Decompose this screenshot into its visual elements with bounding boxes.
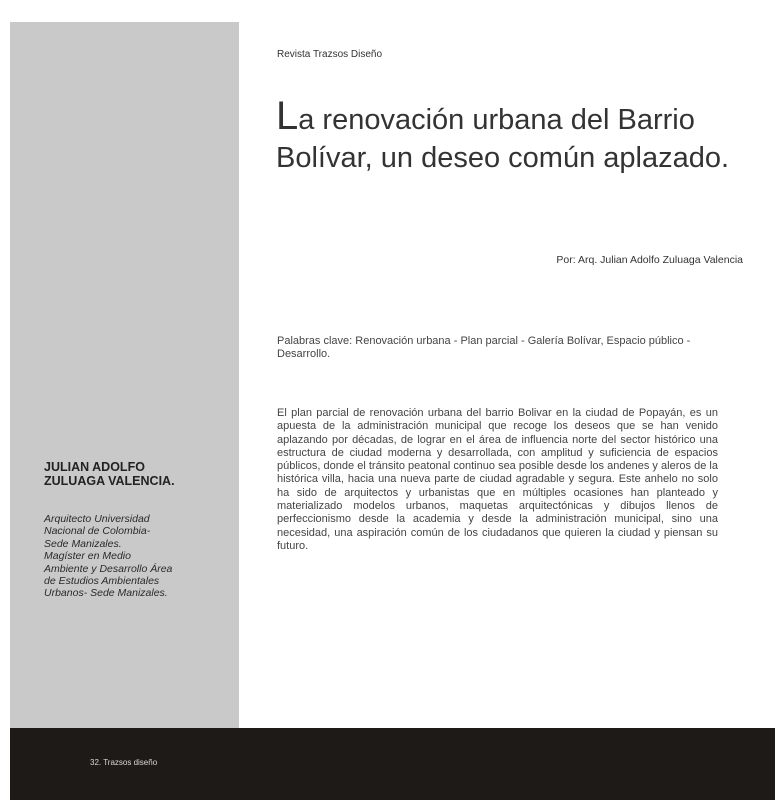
magazine-name: Revista Trazsos Diseño [277,49,383,60]
title-text: a renovación urbana del Barrio Bolívar, un deseo común aplazado. [276,104,730,174]
title-initial: L [276,94,299,138]
byline: Por: Arq. Julian Adolfo Zuluaga Valencia [556,254,743,266]
body-paragraph: El plan parcial de renovación urbana del barrio Bolivar en la ciudad de Popayán, es un apuesta de la administración municipal que recoge los deseos que se han venido aplazando por décadas, de lograr en el área de influencia norte del sector histórico una estructura de ciudad moderna y desarrollada, con amplitud y suficiencia de espacios públicos, donde el tránsito peatonal continuo sea posible desde los andenes y aleros de la histórica villa, hacia una nueva parte de ciudad agradable y segura. Este anhelo no solo ha sido de arquitectos y urbanistas que en múltiples ocasiones han planteado y materializado modelos urbanos, maquetas arquitectónicas y dibujos llenos de perfeccionismo desde la academia y desde la administración municipal, sino una necesidad, una aspiración común de los ciudadanos que quieren la ciudad y piensan su futuro. [277,407,718,552]
page-folio: 32. Trazsos diseño [90,758,158,767]
author-sidebar [10,22,239,728]
author-name: JULIAN ADOLFO ZULUAGA VALENCIA. [44,460,175,488]
author-bio: Arquitecto Universidad Nacional de Colombia- Sede Manizales. Magíster en Medio Ambiente y Desarrollo Área de Estudios Ambientales Urbanos- Sede Manizales. [44,513,173,600]
keywords: Palabras clave: Renovación urbana - Plan parcial - Galería Bolívar, Espacio público - Desarrollo. [277,335,691,360]
author-block [44,460,224,600]
article-title [276,94,746,177]
